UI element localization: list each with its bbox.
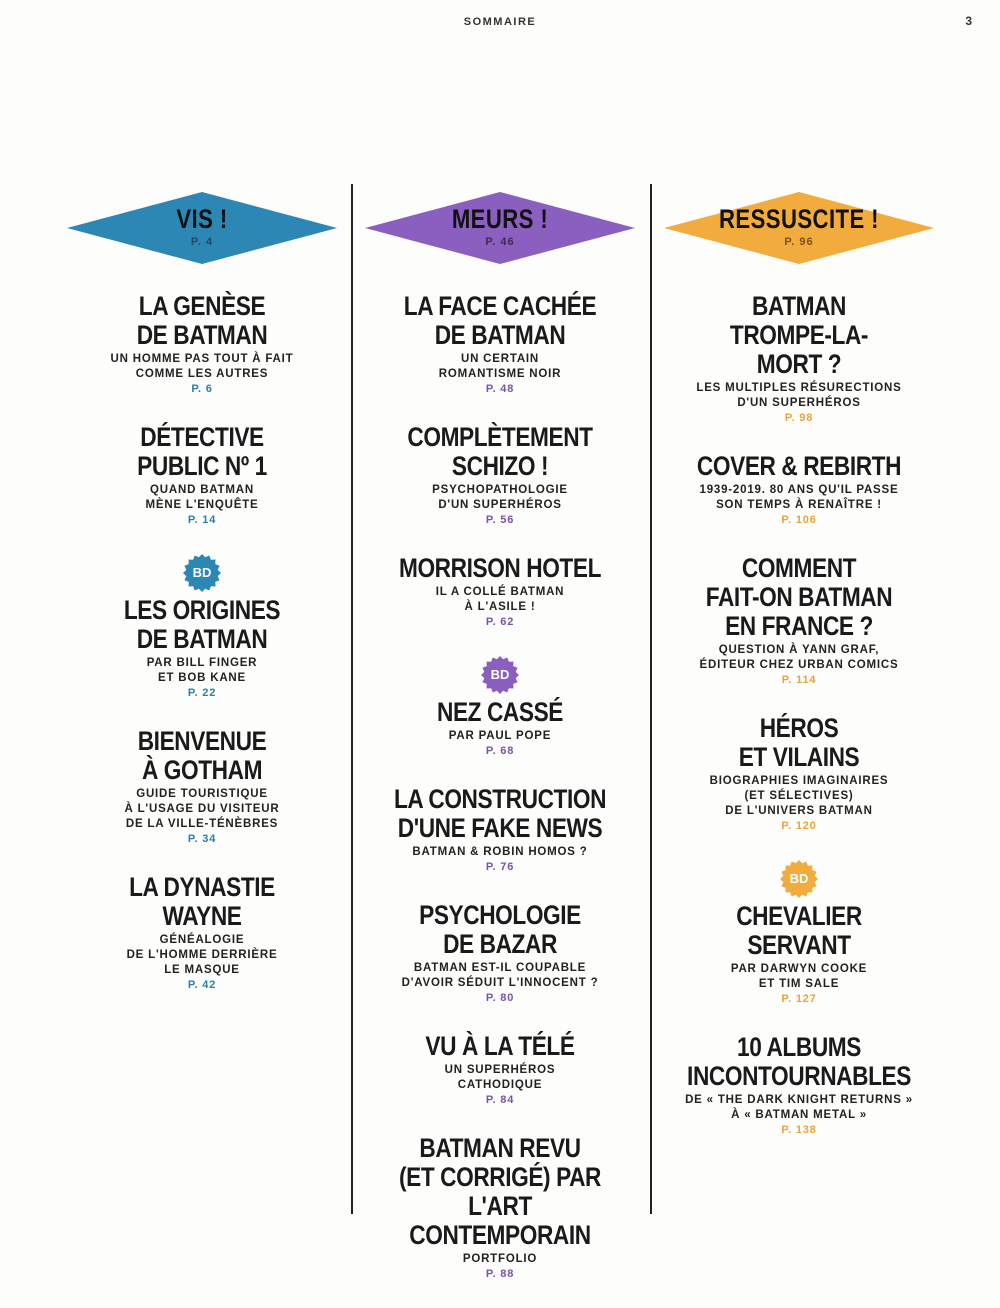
toc-entry [654,860,944,1005]
section-title: RESSUSCITE ! [719,204,879,234]
entry-subtitle: PSYCHOPATHOLOGIE D'UN SUPERHÉROS [432,484,568,511]
toc-entry [355,901,645,1004]
section-page: P. 4 [190,236,214,248]
entry-page: P. 127 [781,993,817,1005]
toc-entry [57,727,347,845]
entry-page: P. 138 [781,1124,817,1136]
entry-page: P. 76 [485,861,515,873]
entry-title: LES ORIGINES DE BATMAN [123,595,281,654]
toc-entry [57,554,347,699]
entry-subtitle: BIOGRAPHIES IMAGINAIRES (ET SÉLECTIVES) DE L'UNIVERS BATMAN [709,775,889,817]
bd-badge-label: BD [490,667,510,682]
section-page: P. 96 [784,236,814,248]
entry-subtitle: BATMAN EST-IL COUPABLE D'AVOIR SÉDUIT L'INNOCENT ? [401,962,599,989]
toc-entry [654,714,944,832]
entry-subtitle: QUAND BATMAN MÈNE L'ENQUÊTE [145,484,259,511]
entry-page: P. 80 [485,992,515,1004]
entry-subtitle: 1939-2019. 80 ANS QU'IL PASSE SON TEMPS À RENAÎTRE ! [699,484,899,511]
entry-title: PSYCHOLOGIE DE BAZAR [419,900,581,959]
column-vis [57,190,347,1019]
entry-page: P. 88 [485,1268,515,1280]
entry-title: HÉROS ET VILAINS [738,713,860,772]
entry-subtitle: UN CERTAIN ROMANTISME NOIR [438,353,562,380]
column-ressuscite [654,190,944,1164]
toc-entry [355,785,645,873]
entry-page: P. 98 [784,412,814,424]
bd-badge-label: BD [789,871,809,886]
toc-entry [654,1033,944,1136]
section-banner-ressuscite [664,190,934,266]
entry-page: P. 56 [485,514,515,526]
section-banner-vis [67,190,337,266]
section-page: P. 46 [485,236,515,248]
toc-entry [355,1032,645,1106]
page-header: SOMMAIRE [463,16,537,28]
section-title: MEURS ! [451,204,549,234]
entry-title: COMMENT FAIT-ON BATMAN EN FRANCE ? [705,553,893,641]
bd-badge-label: BD [192,565,212,580]
entry-title: LA DYNASTIE WAYNE [129,872,275,931]
entry-title: LA GENÈSE DE BATMAN [136,291,268,350]
entry-subtitle: PAR DARWYN COOKE ET TIM SALE [730,963,868,990]
entry-title: COVER & REBIRTH [696,451,902,481]
toc-entry [57,292,347,395]
entry-subtitle: UN SUPERHÉROS CATHODIQUE [444,1064,556,1091]
toc-entry [654,554,944,686]
entry-title: BATMAN TROMPE-LA- MORT ? [729,291,869,379]
toc-entry [355,292,645,395]
entry-page: P. 14 [187,514,217,526]
section-title: VIS ! [176,204,228,234]
entry-page: P. 42 [187,979,217,991]
entry-subtitle: BATMAN & ROBIN HOMOS ? [412,846,588,858]
entry-page: P. 84 [485,1094,515,1106]
column-divider-right [650,184,652,1214]
toc-entry [355,656,645,757]
entry-page: P. 120 [781,820,817,832]
entry-title: NEZ CASSÉ [436,697,564,727]
entry-title: MORRISON HOTEL [398,553,602,583]
entry-title: CHEVALIER SERVANT [736,901,862,960]
entry-page: P. 106 [781,514,817,526]
entry-title: COMPLÈTEMENT SCHIZO ! [407,422,593,481]
toc-entry [355,554,645,628]
entry-page: P. 22 [187,687,217,699]
entry-subtitle: GUIDE TOURISTIQUE À L'USAGE DU VISITEUR DE LA VILLE-TÉNÈBRES [124,788,280,830]
page-number: 3 [965,14,972,28]
entry-title: LA FACE CACHÉE DE BATMAN [403,291,597,350]
entry-title: BATMAN REVU (ET CORRIGÉ) PAR L'ART CONTEMPORAIN [398,1133,602,1250]
entry-subtitle: DE « THE DARK KNIGHT RETURNS » À « BATMAN METAL » [685,1094,913,1121]
entry-title: DÉTECTIVE PUBLIC Nº 1 [137,422,267,481]
entry-title: BIENVENUE À GOTHAM [137,726,267,785]
entry-page: P. 68 [485,745,515,757]
entry-title: LA CONSTRUCTION D'UNE FAKE NEWS [393,784,607,843]
bd-badge [183,554,221,592]
section-banner-meurs [365,190,635,266]
entry-page: P. 34 [187,833,217,845]
entry-title: 10 ALBUMS INCONTOURNABLES [687,1032,911,1091]
entry-page: P. 62 [485,616,515,628]
toc-entry [57,423,347,526]
entry-subtitle: PAR PAUL POPE [448,730,552,742]
entry-subtitle: LES MULTIPLES RÉSURECTIONS D'UN SUPERHÉROS [696,382,902,409]
entry-subtitle: QUESTION À YANN GRAF, ÉDITEUR CHEZ URBAN COMICS [699,644,899,671]
entry-subtitle: PORTFOLIO [462,1253,538,1265]
column-meurs [355,190,645,1308]
bd-badge [481,656,519,694]
toc-entry [654,292,944,424]
entry-page: P. 48 [485,383,515,395]
toc-entry [654,452,944,526]
entry-page: P. 6 [191,383,213,395]
toc-entry [57,873,347,991]
entry-subtitle: GÉNÉALOGIE DE L'HOMME DERRIÈRE LE MASQUE [126,934,278,976]
column-divider-left [351,184,353,1214]
entry-subtitle: PAR BILL FINGER ET BOB KANE [146,657,258,684]
entry-subtitle: IL A COLLÉ BATMAN À L'ASILE ! [435,586,565,613]
toc-entry [355,423,645,526]
entry-page: P. 114 [781,674,817,686]
entry-title: VU À LA TÉLÉ [425,1031,575,1061]
entry-subtitle: UN HOMME PAS TOUT À FAIT COMME LES AUTRES [110,353,294,380]
bd-badge [780,860,818,898]
toc-entry [355,1134,645,1280]
